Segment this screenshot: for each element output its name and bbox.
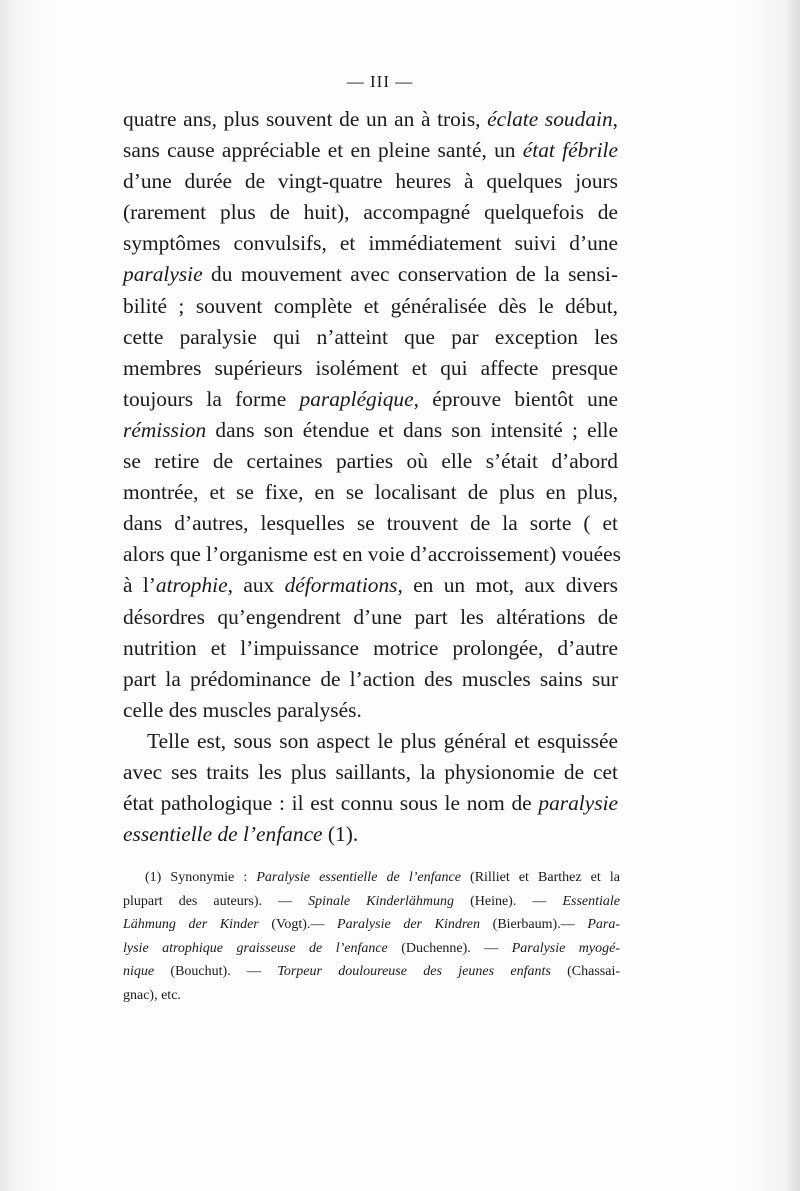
text-run: dans son étendue et dans son intensité ; elle (206, 417, 618, 442)
paragraph-2 (123, 726, 618, 850)
italic-text: Paralysie essentielle de l’enfance (256, 870, 461, 885)
italic-text: Lähmung der Kinder (123, 917, 259, 933)
italic-text: lysie atrophique graisseuse de l’enfance (123, 940, 388, 956)
text-run: (Duchenne). — (387, 940, 512, 956)
text-run: cette paralysie qui n’atteint que par exception les (123, 324, 618, 349)
text-run: celle des muscles paralysés. (123, 697, 362, 722)
text-line (123, 197, 618, 228)
text-line (123, 384, 618, 415)
text-line (123, 508, 618, 539)
text-run: plupart des auteurs). — (123, 893, 309, 909)
text-line (123, 259, 618, 290)
body-text (123, 104, 621, 850)
paragraph-1 (123, 104, 621, 726)
text-run: alors que l’organisme est en voie d’accroissement) vouées (123, 542, 621, 567)
italic-text: Para- (587, 917, 620, 933)
text-line (123, 228, 618, 259)
italic-text: Paralysie myogé- (511, 940, 621, 956)
italic-text: Essentiale (562, 893, 620, 909)
text-line (123, 633, 618, 664)
italic-text: Torpeur douloureuse des jeunes enfants (277, 964, 551, 980)
text-line (123, 890, 620, 914)
text-run: , en un mot, aux divers (397, 573, 618, 598)
text-line (123, 415, 618, 446)
text-run: (1) Synonymie : (145, 870, 257, 885)
text-run: , éprouve bientôt une (413, 386, 619, 411)
text-run: (Rilliet et Barthez et la (460, 870, 620, 885)
text-run: sans cause appréciable et en pleine santé, un (123, 138, 523, 163)
text-run: membres supérieurs isolément et qui affecte presque (123, 355, 618, 380)
text-run: (1). (322, 822, 359, 847)
italic-text: paralysie (123, 262, 203, 287)
text-run: avec ses traits les plus saillants, la physionomie de cet (123, 759, 618, 784)
text-line (123, 291, 618, 322)
text-run: état pathologique : il est connu sous le nom de (123, 791, 539, 816)
text-line (123, 757, 618, 788)
text-line (123, 788, 618, 819)
text-run: (Bierbaum).— (480, 917, 588, 933)
text-line (123, 913, 620, 937)
italic-text: éclate soudain (487, 107, 613, 131)
italic-text: nique (123, 964, 155, 980)
text-line (123, 135, 618, 166)
text-line (123, 539, 621, 570)
text-line (123, 166, 618, 197)
text-run: , (612, 107, 619, 131)
page-number: — III — (346, 72, 414, 91)
text-line (123, 819, 618, 850)
text-run: à l’ (123, 573, 156, 598)
text-line (123, 695, 618, 726)
italic-text: état fébrile (522, 138, 618, 163)
text-line (123, 866, 620, 890)
text-line (123, 104, 618, 135)
text-line (123, 353, 618, 384)
text-run: toujours la forme (123, 386, 300, 411)
text-line (123, 960, 620, 984)
text-run: du mouvement avec conservation de la sensi- (202, 262, 618, 287)
text-run: désordres qu’engendrent d’une part les altérations de (123, 604, 618, 629)
text-line (123, 984, 620, 1008)
text-run: bilité ; souvent complète et généralisée dès le début, (123, 293, 618, 318)
text-run: (Heine). — (454, 893, 563, 909)
text-line (123, 602, 618, 633)
text-run: quatre ans, plus souvent de un an à trois, (123, 107, 488, 131)
italic-text: Spinale Kinderlähmung (308, 893, 455, 909)
text-run: gnac), etc. (123, 987, 181, 1003)
text-run: se retire de certaines parties où elle s’était d’abord (123, 449, 618, 474)
text-run: nutrition et l’impuissance motrice prolongée, d’autre (123, 635, 618, 660)
italic-text: essentielle de l’enfance (123, 822, 323, 847)
footnote (123, 866, 620, 1008)
text-run: (Chassai- (550, 964, 620, 980)
italic-text: Paralysie der Kindren (337, 917, 481, 933)
text-run: symptômes convulsifs, et immédiatement suivi d’une (123, 231, 618, 256)
text-run: (Bouchut). — (154, 964, 278, 980)
italic-text: paralysie (538, 791, 618, 816)
text-run: (Vogt).— (258, 917, 338, 933)
text-line (123, 937, 620, 961)
italic-text: paraplégique (299, 386, 414, 411)
text-line (123, 726, 618, 757)
text-line (123, 446, 618, 477)
italic-text: déformations (284, 573, 398, 598)
text-run: d’une durée de vingt-quatre heures à quelques jours (123, 169, 618, 194)
text-line (123, 570, 618, 601)
text-line (123, 477, 618, 508)
text-run: Telle est, sous son aspect le plus général et esquissée (147, 728, 618, 753)
italic-text: rémission (123, 417, 207, 442)
text-run: part la prédominance de l’action des muscles sains sur (123, 666, 618, 691)
text-line (123, 322, 618, 353)
text-run: montrée, et se fixe, en se localisant de plus en plus, (123, 480, 618, 505)
italic-text: atrophie (155, 573, 228, 598)
text-run: (rarement plus de huit), accompagné quelquefois de (123, 200, 618, 225)
text-run: , aux (227, 573, 285, 598)
text-line (123, 664, 618, 695)
text-run: dans d’autres, lesquelles se trouvent de la sorte ( et (123, 511, 618, 536)
